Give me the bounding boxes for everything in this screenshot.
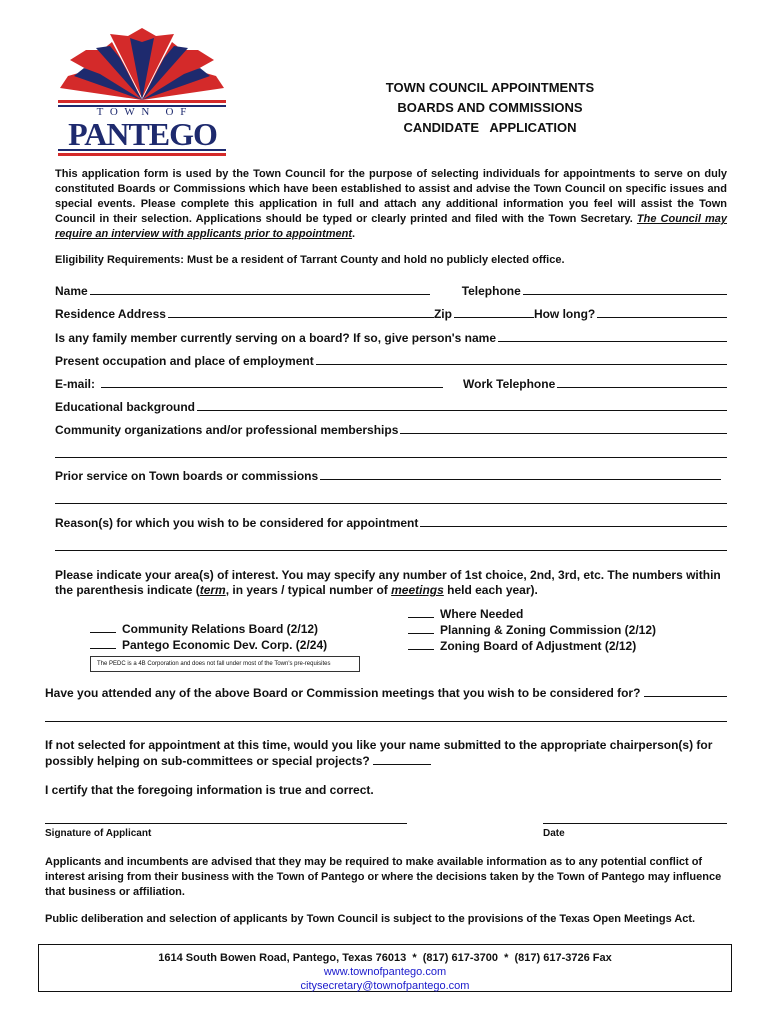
row-reasons xyxy=(55,515,727,530)
date-label: Date xyxy=(543,828,565,839)
email-link[interactable]: citysecretary@townofpantego.com xyxy=(300,980,470,992)
prior-field[interactable] xyxy=(320,468,721,480)
choice-blank[interactable] xyxy=(408,622,434,634)
pedc-note-box xyxy=(90,656,360,672)
row-prior xyxy=(55,468,721,483)
name-label: Name xyxy=(55,284,88,298)
occupation-field[interactable] xyxy=(316,353,727,365)
option-pedc: Pantego Economic Dev. Corp. (2/24) xyxy=(122,638,328,652)
occupation-label: Present occupation and place of employment xyxy=(55,354,314,368)
row-family xyxy=(55,330,727,345)
interest-option xyxy=(90,621,327,637)
interest-option xyxy=(408,606,656,622)
interest-meetings: meetings xyxy=(391,583,444,597)
residence-field[interactable] xyxy=(168,306,434,318)
prior-label: Prior service on Town boards or commissions xyxy=(55,469,319,483)
subcommittee-field[interactable] xyxy=(373,753,431,765)
work-phone-label: Work Telephone xyxy=(463,377,556,391)
title-line-3: CANDIDATE APPLICATION xyxy=(403,120,577,135)
choice-blank[interactable] xyxy=(90,637,116,649)
attended-label: Have you attended any of the above Board or Commission meetings that you wish to be considered for? xyxy=(45,686,641,700)
community-field-line-2[interactable] xyxy=(55,457,727,458)
reasons-field[interactable] xyxy=(420,515,727,527)
date-line[interactable] xyxy=(543,823,727,824)
choice-blank[interactable] xyxy=(408,606,434,618)
interest-option xyxy=(408,622,656,638)
intro-text: This application form is used by the Town Council for the purpose of selecting individuals for appointments to serve on duly constituted Boards or Commissions which have been established to assist and advise the Town Council on specific issues and special events. Please complete this application in full and attach any additional information you feel will assist the Town Council in their selection. Applications should be typed or clearly printed and filed with the Town Secretary. xyxy=(55,168,727,225)
interest-text-2: , in years / typical number of xyxy=(225,583,392,597)
prior-field-line-2[interactable] xyxy=(55,503,727,504)
interest-text-3: held each year). xyxy=(443,583,538,597)
education-field[interactable] xyxy=(197,399,727,411)
interest-left-column xyxy=(90,621,327,653)
option-community-relations: Community Relations Board (2/12) xyxy=(122,622,319,636)
row-community xyxy=(55,422,727,437)
logo-pantego: PANTEGO xyxy=(68,116,217,152)
name-field[interactable] xyxy=(90,283,430,295)
family-field[interactable] xyxy=(498,330,727,342)
row-occupation xyxy=(55,353,727,368)
title-line-2: BOARDS AND COMMISSIONS xyxy=(397,100,583,115)
footer-box xyxy=(38,944,732,992)
attended-field-line-2[interactable] xyxy=(45,721,727,722)
telephone-field[interactable] xyxy=(523,283,727,295)
website-link[interactable]: www.townofpantego.com xyxy=(323,966,447,978)
reasons-field-line-2[interactable] xyxy=(55,550,727,551)
signature-line[interactable] xyxy=(45,823,407,824)
option-where-needed: Where Needed xyxy=(440,607,524,621)
how-long-label: How long? xyxy=(533,307,596,321)
family-label: Is any family member currently serving on a board? If so, give person's name xyxy=(55,331,496,345)
attended-field[interactable] xyxy=(644,685,727,697)
town-logo xyxy=(50,28,235,158)
interest-option xyxy=(90,637,327,653)
signature-label: Signature of Applicant xyxy=(45,828,152,839)
work-phone-field[interactable] xyxy=(557,376,727,388)
email-field[interactable] xyxy=(101,376,443,388)
intro-paragraph xyxy=(55,167,727,242)
how-long-field[interactable] xyxy=(597,306,727,318)
zip-label: Zip xyxy=(433,307,452,321)
row-residence xyxy=(55,306,727,321)
interest-option xyxy=(408,638,656,654)
intro-period: . xyxy=(352,228,356,240)
community-label: Community organizations and/or professional memberships xyxy=(55,423,399,437)
option-zoning-adjustment: Zoning Board of Adjustment (2/12) xyxy=(440,639,637,653)
row-attended xyxy=(45,685,727,700)
pedc-note: The PEDC is a 4B Corporation and does not fall under most of the Town's pre-requisites xyxy=(97,661,331,667)
row-education xyxy=(55,399,727,414)
reasons-label: Reason(s) for which you wish to be considered for appointment xyxy=(55,516,419,530)
interest-instructions xyxy=(55,568,727,598)
zip-field[interactable] xyxy=(454,306,534,318)
option-planning-zoning: Planning & Zoning Commission (2/12) xyxy=(440,623,657,637)
residence-label: Residence Address xyxy=(55,307,166,321)
interest-term: term xyxy=(199,583,226,597)
form-title xyxy=(330,78,650,138)
row-email xyxy=(55,376,727,391)
subcommittee-label: If not selected for appointment at this time, would you like your name submitted to the appropriate chairperson(s) for possibly helping on sub-committees or special projects? xyxy=(45,738,713,768)
community-field[interactable] xyxy=(400,422,727,434)
subcommittee-question xyxy=(45,738,727,769)
choice-blank[interactable] xyxy=(408,638,434,650)
choice-blank[interactable] xyxy=(90,621,116,633)
certify-statement: I certify that the foregoing information is true and correct. xyxy=(45,783,374,797)
eligibility: Eligibility Requirements: Must be a resident of Tarrant County and hold no publicly elected office. xyxy=(55,254,565,266)
footer-address: 1614 South Bowen Road, Pantego, Texas 76013 * (817) 617-3700 * (817) 617-3726 Fax xyxy=(158,952,612,964)
open-meetings-notice: Public deliberation and selection of applicants by Town Council is subject to the provisions of the Texas Open Meetings Act. xyxy=(45,913,696,925)
email-label: E-mail: xyxy=(55,377,96,391)
intro-emphasis: The Council may require an interview with applicants prior to appointment xyxy=(55,213,727,240)
telephone-label: Telephone xyxy=(461,284,521,298)
interest-right-column xyxy=(408,606,656,654)
conflict-notice: Applicants and incumbents are advised that they may be required to make available information as to any potential conflict of interest arising from their business with the Town of Pantego or where the decisions taken by the Town of Pantego may influence that business or affiliation. xyxy=(45,856,722,898)
education-label: Educational background xyxy=(55,400,196,414)
title-line-1: TOWN COUNCIL APPOINTMENTS xyxy=(385,80,595,95)
row-name xyxy=(55,283,727,298)
logo-town-of: T O W N O F xyxy=(96,106,189,118)
interest-text-1: Please indicate your area(s) of interest. You may specify any number of 1st choice, 2nd, 3rd, etc. The numbers within the parenthesis indicate ( xyxy=(55,568,721,597)
